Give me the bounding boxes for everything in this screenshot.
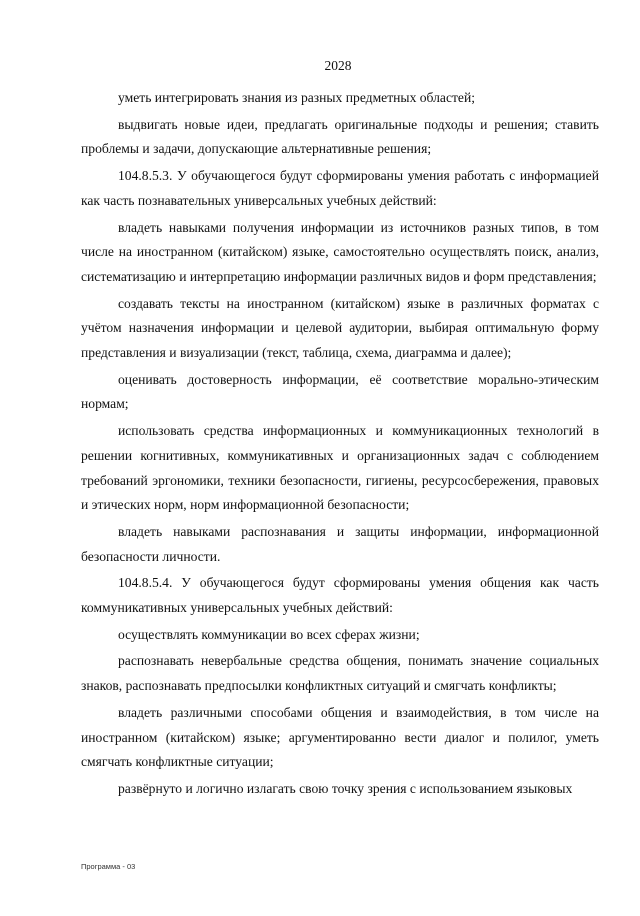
- paragraph-create-texts: создавать тексты на иностранном (китайском) языке в различных форматах с учётом назначения информации и целевой аудитории, выбирая оптимальную форму представления и визуализации (текст, таблица, схема, диаграмма и далее);: [81, 295, 599, 361]
- paragraph-section-104-8-5-4: 104.8.5.4. У обучающегося будут сформированы умения общения как часть коммуникативных универсальных учебных действий:: [81, 575, 599, 616]
- paragraph-express-viewpoint: развёрнуто и логично излагать свою точку зрения с использованием языковых: [118, 780, 573, 796]
- page-footer: Программа - 03: [81, 862, 136, 871]
- paragraph-information-skills: владеть навыками получения информации из источников разных типов, в том числе на иностранном (китайском) языке, самостоятельно осуществлять поиск, анализ, систематизацию и интерпретацию информации различных видов и форм представления;: [81, 219, 599, 284]
- paragraph-communication-methods: владеть различными способами общения и взаимодействия, в том числе на иностранном (китайском) языке; аргументированно вести диалог и полилог, уметь смягчать конфликтные ситуации;: [81, 704, 599, 770]
- paragraph-communication-spheres: осуществлять коммуникации во всех сферах жизни;: [118, 626, 420, 642]
- page-number: 2028: [324, 58, 352, 73]
- paragraph-section-104-8-5-3: 104.8.5.3. У обучающегося будут сформированы умения работать с информацией как часть познавательных универсальных учебных действий:: [81, 168, 599, 208]
- document-body: [81, 86, 599, 802]
- paragraph-nonverbal-communication: распознавать невербальные средства общения, понимать значение социальных знаков, распознавать предпосылки конфликтных ситуаций и смягчать конфликты;: [81, 653, 599, 694]
- paragraph-integrate-knowledge: уметь интегрировать знания из разных предметных областей;: [118, 90, 476, 105]
- paragraph-information-security: владеть навыками распознавания и защиты информации, информационной безопасности личности.: [81, 523, 599, 564]
- paragraph-new-ideas: выдвигать новые идеи, предлагать оригинальные подходы и решения; ставить проблемы и задачи, допускающие альтернативные решения;: [81, 116, 599, 157]
- paragraph-evaluate-reliability: оценивать достоверность информации, её соответствие морально-этическим нормам;: [81, 371, 599, 412]
- paragraph-use-ict: использовать средства информационных и коммуникационных технологий в решении когнитивных, коммуникативных и организационных задач с соблюдением требований эргономики, техники безопасности, гигиены, ресурсосбережения, правовых и этических норм, норм информационной безопасности;: [81, 423, 599, 513]
